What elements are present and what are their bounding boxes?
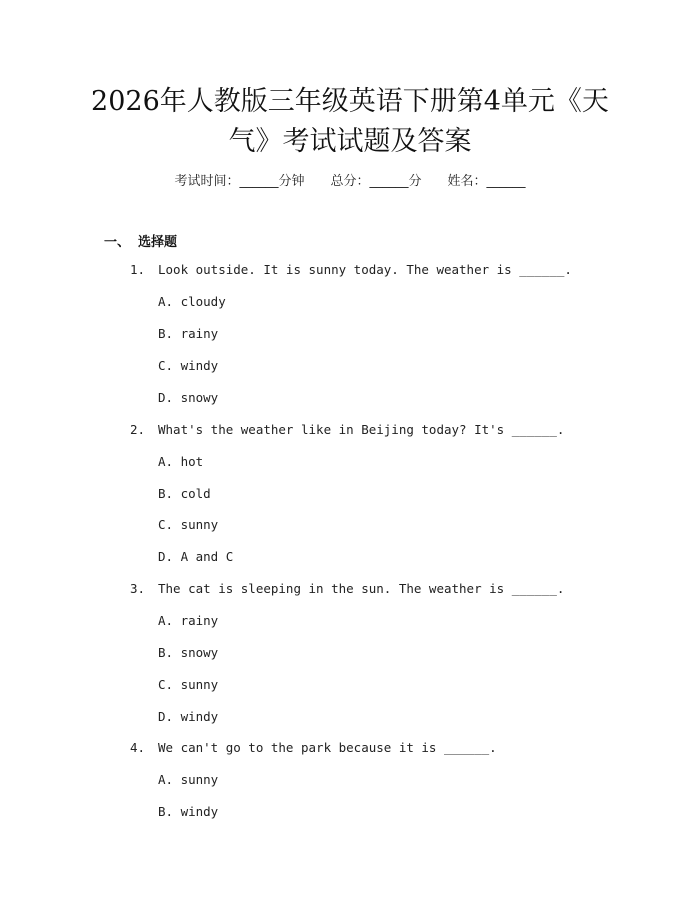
section-heading	[104, 231, 177, 250]
exam-info	[0, 170, 700, 189]
question-4-option-b: B. windy	[158, 804, 219, 819]
question-1	[130, 262, 572, 277]
question-text: Look outside. It is sunny today. The weather is ______.	[158, 262, 572, 277]
page-title-line-2: 气》考试试题及答案	[228, 126, 472, 157]
question-3	[130, 581, 564, 596]
question-number: 3.	[130, 581, 146, 596]
question-3-option-d: D. windy	[158, 709, 219, 724]
question-text: The cat is sleeping in the sun. The weather is ______.	[158, 581, 565, 596]
question-3-option-a: A. rainy	[158, 613, 219, 628]
question-number: 2.	[130, 422, 146, 437]
question-1-option-c: C. windy	[158, 358, 219, 373]
total-score-field: 总分：______分	[330, 174, 422, 189]
section-number: 一、	[104, 235, 131, 250]
question-1-option-a: A. cloudy	[158, 294, 226, 309]
question-4-option-a: A. sunny	[158, 772, 219, 787]
section-label: 选择题	[138, 235, 178, 250]
question-1-option-b: B. rainy	[158, 326, 219, 341]
question-1-option-d: D. snowy	[158, 390, 219, 405]
question-3-option-c: C. sunny	[158, 677, 219, 692]
question-number: 4.	[130, 740, 146, 755]
question-number: 1.	[130, 262, 146, 277]
question-2-option-c: C. sunny	[158, 517, 219, 532]
question-4	[130, 740, 497, 755]
question-text: We can't go to the park because it is ______.	[158, 740, 497, 755]
question-2-option-d: D. A and C	[158, 549, 234, 564]
student-name-field: 姓名：______	[447, 174, 526, 189]
question-text: What's the weather like in Beijing today? It's ______.	[158, 422, 565, 437]
question-2-option-a: A. hot	[158, 454, 204, 469]
page-title-line-1: 2026年人教版三年级英语下册第4单元《天	[91, 86, 609, 117]
exam-time-field: 考试时间：______分钟	[174, 174, 305, 189]
question-2-option-b: B. cold	[158, 486, 211, 501]
question-3-option-b: B. snowy	[158, 645, 219, 660]
question-2	[130, 422, 564, 437]
